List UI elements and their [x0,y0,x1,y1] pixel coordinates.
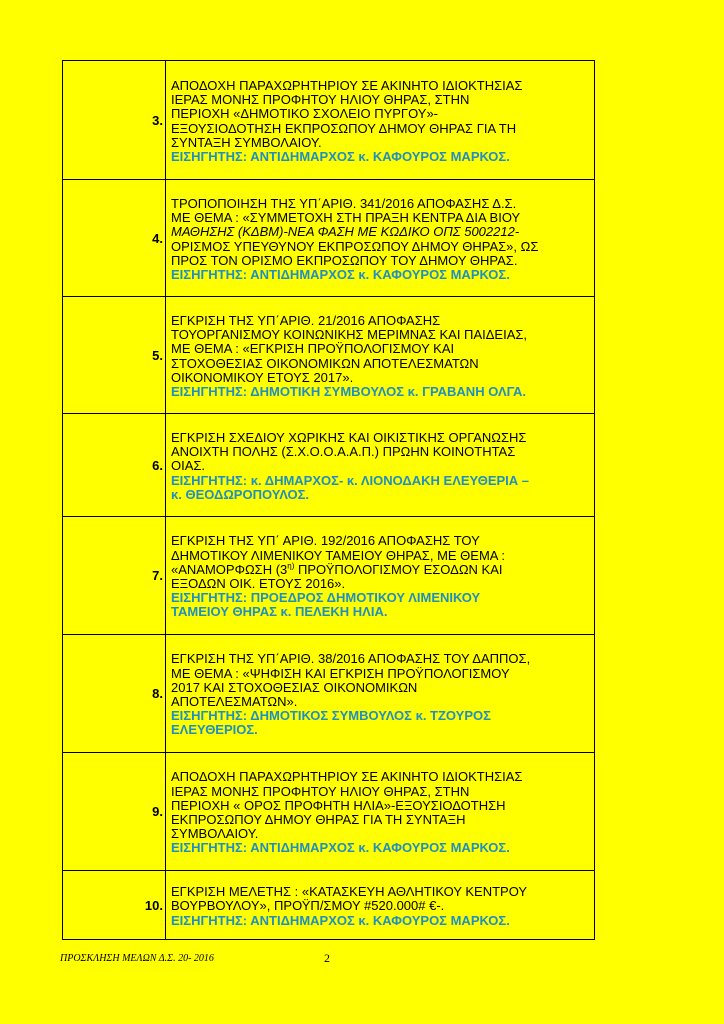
table-row [63,297,595,414]
item-text-line: ΕΓΚΡΙΣΗ ΤΗΣ ΥΠ΄ ΑΡΙΘ. 192/2016 ΑΠΟΦΑΣΗΣ ΤΟΥ [171,533,480,549]
item-number: 9. [63,753,166,871]
item-body [166,871,595,940]
item-text-line-part: «ΑΝΑΜΟΡΦΩΣΗ (3 [171,561,288,577]
item-text-line: ΤΡΟΠΟΠΟΙΗΣΗ ΤΗΣ ΥΠ΄ΑΡΙΘ. 341/2016 ΑΠΟΦΑΣΗΣ Δ.Σ. [171,195,517,211]
agenda-table [62,60,595,940]
item-text-line: ΜΕ ΘΕΜΑ : «ΕΓΚΡΙΣΗ ΠΡΟΫΠΟΛΟΓΙΣΜΟΥ ΚΑΙ [171,341,455,357]
table-row [63,61,595,180]
item-text-line: ΣΤΟΧΟΘΕΣΙΑΣ ΟΙΚΟΝΟΜΙΚΩΝ ΑΠΟΤΕΛΕΣΜΑΤΩΝ [171,355,479,371]
item-number: 10. [63,871,166,940]
item-text-line [171,563,591,577]
item-text-line: ΕΚΠΡΟΣΩΠΟΥ ΔΗΜΟΥ ΘΗΡΑΣ ΓΙΑ ΤΗ ΣΥΝΤΑΞΗ [171,812,466,827]
item-text-line: ΑΝΟΙΧΤΗ ΠΟΛΗΣ (Σ.Χ.Ο.Ο.Α.Α.Π.) ΠΡΩΗΝ ΚΟΙΝΟΤΗΤΑΣ [171,444,516,460]
item-text-line: ΑΠΟΤΕΛΕΣΜΑΤΩΝ». [171,694,298,709]
item-number: 3. [63,61,166,180]
item-text-line: ΒΟΥΡΒΟΥΛΟΥ», ΠΡΟΫΠ/ΣΜΟΥ #520.000# €-. [171,898,445,914]
footer-document-title: ΠΡΟΣΚΛΗΣΗ ΜΕΛΩΝ Δ.Σ. 20- 2016 [60,953,214,964]
item-text-line-part: ΜΕ ΘΕΜΑ : «ΣΥΜΜΕΤΟΧΗ ΣΤΗ ΠΡΑΞΗ ΚΕΝΤΡΑ ΔΙΑ ΒΙΟΥ [171,210,521,226]
item-text-line: ΕΞΟΥΣΙΟΔΟΤΗΣΗ ΕΚΠΡΟΣΩΠΟΥ ΔΗΜΟΥ ΘΗΡΑΣ ΓΙΑ ΤΗ [171,120,517,136]
rapporteur-line: κ. ΘΕΟΔΩΡΟΠΟΥΛΟΣ. [171,486,310,502]
item-text-line: ΕΓΚΡΙΣΗ ΣΧΕΔΙΟΥ ΧΩΡΙΚΗΣ ΚΑΙ ΟΙΚΙΣΤΙΚΗΣ ΟΡΓΑΝΩΣΗΣ [171,429,527,445]
item-text-line: ΜΑΘΗΣΗΣ (ΚΔΒΜ)-ΝΕΑ ΦΑΣΗ ΜΕ ΚΩΔΙΚΟ ΟΠΣ 5002212- [171,224,520,240]
item-body [166,61,595,180]
item-text-line-part: ΠΡΟΫΠΟΛΟΓΙΣΜΟΥ ΕΣΟΔΩΝ ΚΑΙ [294,561,503,577]
item-text-line: ΟΙΚΟΝΟΜΙΚΟΥ ΕΤΟΥΣ 2017». [171,369,354,385]
item-text-line: ΕΞΟΔΩΝ ΟΙΚ. ΕΤΟΥΣ 2016». [171,576,346,591]
item-text-line: ΕΓΚΡΙΣΗ ΤΗΣ ΥΠ΄ΑΡΙΘ. 38/2016 ΑΠΟΦΑΣΗΣ ΤΟΥ ΔΑΠΠΟΣ, [171,651,531,667]
rapporteur-line: ΕΙΣΗΓΗΤΗΣ: ΑΝΤΙΔΗΜΑΡΧΟΣ κ. ΚΑΦΟΥΡΟΣ ΜΑΡΚΟΣ. [171,840,510,856]
rapporteur-line: ΕΙΣΗΓΗΤΗΣ: ΠΡΟΕΔΡΟΣ ΔΗΜΟΤΙΚΟΥ ΛΙΜΕΝΙΚΟΥ [171,590,481,606]
item-text-line: ΑΠΟΔΟΧΗ ΠΑΡΑΧΩΡΗΤΗΡΙΟΥ ΣΕ ΑΚΙΝΗΤΟ ΙΔΙΟΚΤΗΣΙΑΣ [171,77,523,93]
item-number: 4. [63,180,166,297]
item-text-line: ΟΙΑΣ. [171,458,206,474]
item-text-line: 2017 ΚΑΙ ΣΤΟΧΟΘΕΣΙΑΣ ΟΙΚΟΝΟΜΙΚΩΝ [171,679,418,695]
page-number: 2 [324,951,330,965]
item-body [166,635,595,753]
table-row [63,180,595,297]
table-row [63,753,595,871]
item-number: 5. [63,297,166,414]
rapporteur-line: ΕΛΕΥΘΕΡΙΟΣ. [171,722,258,738]
item-text-line [171,211,591,225]
item-text-line: ΟΡΙΣΜΟΣ ΥΠΕΥΘΥΝΟΥ ΕΚΠΡΟΣΩΠΟΥ ΔΗΜΟΥ ΘΗΡΑΣ», ΩΣ [171,238,539,254]
item-text-line: ΠΕΡΙΟΧΗ « ΟΡΟΣ ΠΡΟΦΗΤΗ ΗΛΙΑ»-ΕΞΟΥΣΙΟΔΟΤΗΣΗ [171,797,506,813]
item-text-line: ΕΓΚΡΙΣΗ ΤΗΣ ΥΠ΄ΑΡΙΘ. 21/2016 ΑΠΟΦΑΣΗΣ [171,312,441,328]
item-number: 6. [63,414,166,517]
item-body [166,180,595,297]
item-text-line: ΣΥΝΤΑΞΗ ΣΥΜΒΟΛΑΙΟΥ. [171,134,322,150]
table-row [63,414,595,517]
ordinal-superscript: η) [287,561,295,571]
item-number: 8. [63,635,166,753]
rapporteur-line: ΕΙΣΗΓΗΤΗΣ: ΑΝΤΙΔΗΜΑΡΧΟΣ κ. ΚΑΦΟΥΡΟΣ ΜΑΡΚΟΣ. [171,148,510,164]
item-text-line: ΣΥΜΒΟΛΑΙΟΥ. [171,826,259,842]
table-row [63,635,595,753]
item-body [166,297,595,414]
item-body [166,414,595,517]
rapporteur-line: ΤΑΜΕΙΟΥ ΘΗΡΑΣ κ. ΠΕΛΕΚΗ ΗΛΙΑ. [171,604,388,620]
item-body [166,517,595,635]
rapporteur-line: ΕΙΣΗΓΗΤΗΣ: ΑΝΤΙΔΗΜΑΡΧΟΣ κ. ΚΑΦΟΥΡΟΣ ΜΑΡΚΟΣ. [171,912,510,928]
table-row [63,517,595,635]
rapporteur-line: ΕΙΣΗΓΗΤΗΣ: κ. ΔΗΜΑΡΧΟΣ- κ. ΛΙΟΝΟΔΑΚΗ ΕΛΕΥΘΕΡΙΑ – [171,472,530,488]
item-text-line: ΠΕΡΙΟΧΗ «ΔΗΜΟΤΙΚΟ ΣΧΟΛΕΙΟ ΠΥΡΓΟΥ»- [171,106,439,122]
table-row [63,871,595,940]
item-text-line: ΙΕΡΑΣ ΜΟΝΗΣ ΠΡΟΦΗΤΟΥ ΗΛΙΟΥ ΘΗΡΑΣ, ΣΤΗΝ [171,783,470,799]
item-body [166,753,595,871]
item-text-line: ΔΗΜΟΤΙΚΟΥ ΛΙΜΕΝΙΚΟΥ ΤΑΜΕΙΟΥ ΘΗΡΑΣ, ΜΕ ΘΕΜΑ : [171,547,505,563]
item-text-line: ΕΓΚΡΙΣΗ ΜΕΛΕΤΗΣ : «ΚΑΤΑΣΚΕΥΗ ΑΘΛΗΤΙΚΟΥ ΚΕΝΤΡΟΥ [171,884,528,900]
item-text-line: ΠΡΟΣ ΤΟΝ ΟΡΙΣΜΟ ΕΚΠΡΟΣΩΠΟΥ ΤΟΥ ΔΗΜΟΥ ΘΗΡΑΣ. [171,252,518,268]
rapporteur-line: ΕΙΣΗΓΗΤΗΣ: ΑΝΤΙΔΗΜΑΡΧΟΣ κ. ΚΑΦΟΥΡΟΣ ΜΑΡΚΟΣ. [171,266,510,282]
rapporteur-line: ΕΙΣΗΓΗΤΗΣ: ΔΗΜΟΤΙΚΟΣ ΣΥΜΒΟΥΛΟΣ κ. ΤΖΟΥΡΟΣ [171,708,491,724]
rapporteur-line: ΕΙΣΗΓΗΤΗΣ: ΔΗΜΟΤΙΚΗ ΣΥΜΒΟΥΛΟΣ κ. ΓΡΑΒΑΝΗ ΟΛΓΑ. [171,383,527,399]
item-text-line: ΙΕΡΑΣ ΜΟΝΗΣ ΠΡΟΦΗΤΟΥ ΗΛΙΟΥ ΘΗΡΑΣ, ΣΤΗΝ [171,92,470,108]
item-text-line: ΑΠΟΔΟΧΗ ΠΑΡΑΧΩΡΗΤΗΡΙΟΥ ΣΕ ΑΚΙΝΗΤΟ ΙΔΙΟΚΤΗΣΙΑΣ [171,769,523,785]
item-number: 7. [63,517,166,635]
item-text-line: ΜΕ ΘΕΜΑ : «ΨΗΦΙΣΗ ΚΑΙ ΕΓΚΡΙΣΗ ΠΡΟΫΠΟΛΟΓΙΣΜΟΥ [171,665,510,681]
item-text-line: ΤΟΥΟΡΓΑΝΙΣΜΟΥ ΚΟΙΝΩΝΙΚΗΣ ΜΕΡΙΜΝΑΣ ΚΑΙ ΠΑΙΔΕΙΑΣ, [171,327,528,343]
